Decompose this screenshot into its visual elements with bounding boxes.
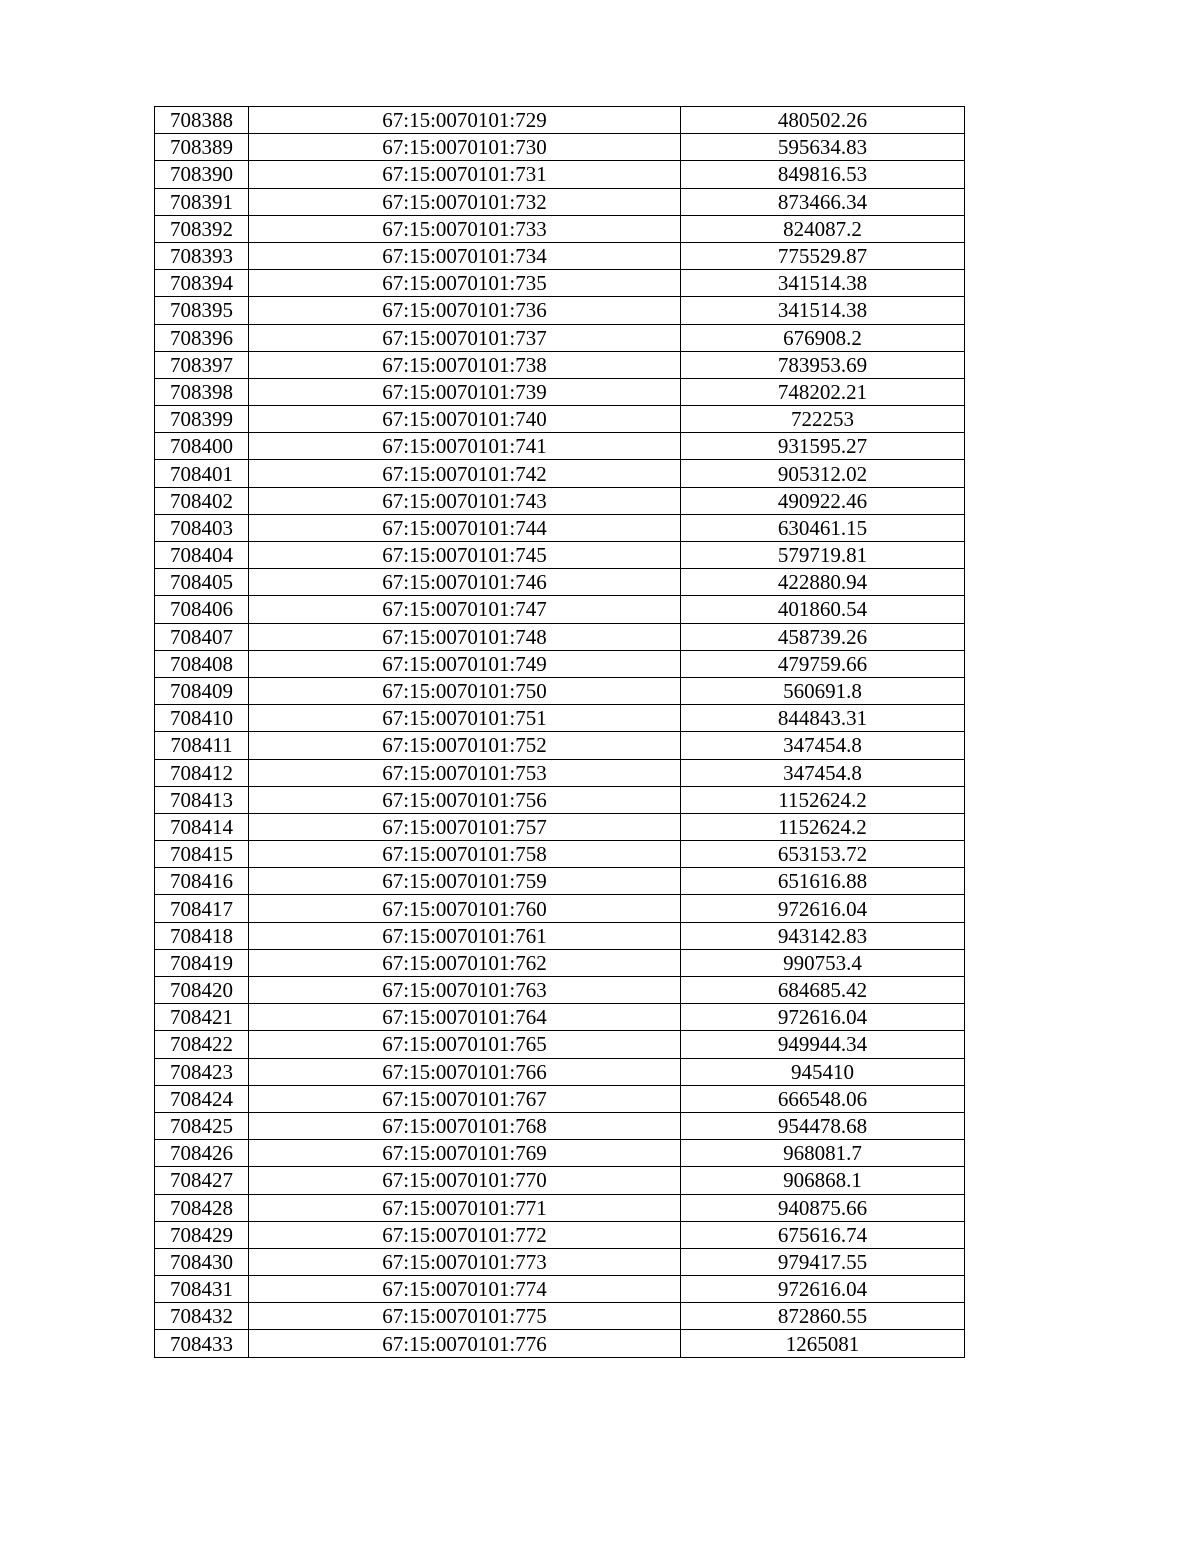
cadastral-number-cell: 67:15:0070101:748	[249, 623, 681, 650]
row-number-cell: 708414	[155, 813, 249, 840]
cadastral-number-cell: 67:15:0070101:738	[249, 351, 681, 378]
table-row	[155, 1085, 965, 1112]
value-cell: 943142.83	[681, 922, 965, 949]
table-row	[155, 487, 965, 514]
cadastral-number-cell: 67:15:0070101:747	[249, 596, 681, 623]
value-cell: 824087.2	[681, 215, 965, 242]
table-row	[155, 596, 965, 623]
cadastral-number-cell: 67:15:0070101:742	[249, 460, 681, 487]
row-number-cell: 708394	[155, 270, 249, 297]
value-cell: 968081.7	[681, 1140, 965, 1167]
value-cell: 775529.87	[681, 242, 965, 269]
value-cell: 1152624.2	[681, 786, 965, 813]
table-row	[155, 650, 965, 677]
cadastral-number-cell: 67:15:0070101:730	[249, 134, 681, 161]
cadastral-value-table	[154, 106, 965, 1358]
row-number-cell: 708419	[155, 949, 249, 976]
row-number-cell: 708421	[155, 1004, 249, 1031]
cadastral-number-cell: 67:15:0070101:746	[249, 569, 681, 596]
table-row	[155, 786, 965, 813]
value-cell: 906868.1	[681, 1167, 965, 1194]
table-row	[155, 813, 965, 840]
cadastral-number-cell: 67:15:0070101:735	[249, 270, 681, 297]
table-row	[155, 977, 965, 1004]
value-cell: 480502.26	[681, 107, 965, 134]
cadastral-number-cell: 67:15:0070101:733	[249, 215, 681, 242]
value-cell: 1265081	[681, 1330, 965, 1357]
value-cell: 722253	[681, 406, 965, 433]
value-cell: 954478.68	[681, 1112, 965, 1139]
cadastral-number-cell: 67:15:0070101:773	[249, 1248, 681, 1275]
value-cell: 1152624.2	[681, 813, 965, 840]
table-row	[155, 215, 965, 242]
cadastral-number-cell: 67:15:0070101:776	[249, 1330, 681, 1357]
table-row	[155, 1221, 965, 1248]
table-row	[155, 868, 965, 895]
cadastral-number-cell: 67:15:0070101:759	[249, 868, 681, 895]
cadastral-number-cell: 67:15:0070101:763	[249, 977, 681, 1004]
value-cell: 579719.81	[681, 542, 965, 569]
table-row	[155, 406, 965, 433]
value-cell: 972616.04	[681, 1276, 965, 1303]
value-cell: 341514.38	[681, 297, 965, 324]
value-cell: 676908.2	[681, 324, 965, 351]
cadastral-number-cell: 67:15:0070101:745	[249, 542, 681, 569]
row-number-cell: 708410	[155, 705, 249, 732]
row-number-cell: 708395	[155, 297, 249, 324]
row-number-cell: 708432	[155, 1303, 249, 1330]
table-row	[155, 460, 965, 487]
value-cell: 653153.72	[681, 841, 965, 868]
cadastral-number-cell: 67:15:0070101:775	[249, 1303, 681, 1330]
value-cell: 595634.83	[681, 134, 965, 161]
row-number-cell: 708418	[155, 922, 249, 949]
table-row	[155, 378, 965, 405]
cadastral-number-cell: 67:15:0070101:750	[249, 677, 681, 704]
value-cell: 873466.34	[681, 188, 965, 215]
cadastral-number-cell: 67:15:0070101:766	[249, 1058, 681, 1085]
value-cell: 684685.42	[681, 977, 965, 1004]
cadastral-number-cell: 67:15:0070101:758	[249, 841, 681, 868]
row-number-cell: 708424	[155, 1085, 249, 1112]
table-row	[155, 1276, 965, 1303]
row-number-cell: 708405	[155, 569, 249, 596]
table-row	[155, 1194, 965, 1221]
table-row	[155, 677, 965, 704]
row-number-cell: 708406	[155, 596, 249, 623]
table-row	[155, 732, 965, 759]
row-number-cell: 708417	[155, 895, 249, 922]
table-body	[155, 107, 965, 1358]
row-number-cell: 708415	[155, 841, 249, 868]
cadastral-number-cell: 67:15:0070101:734	[249, 242, 681, 269]
row-number-cell: 708411	[155, 732, 249, 759]
row-number-cell: 708401	[155, 460, 249, 487]
cadastral-number-cell: 67:15:0070101:752	[249, 732, 681, 759]
table-row	[155, 1248, 965, 1275]
row-number-cell: 708403	[155, 514, 249, 541]
cadastral-number-cell: 67:15:0070101:770	[249, 1167, 681, 1194]
value-cell: 341514.38	[681, 270, 965, 297]
cadastral-number-cell: 67:15:0070101:764	[249, 1004, 681, 1031]
table-row	[155, 134, 965, 161]
table-row	[155, 433, 965, 460]
table-row	[155, 895, 965, 922]
value-cell: 630461.15	[681, 514, 965, 541]
table-row	[155, 1303, 965, 1330]
cadastral-number-cell: 67:15:0070101:767	[249, 1085, 681, 1112]
table-row	[155, 242, 965, 269]
row-number-cell: 708391	[155, 188, 249, 215]
row-number-cell: 708392	[155, 215, 249, 242]
row-number-cell: 708423	[155, 1058, 249, 1085]
value-cell: 422880.94	[681, 569, 965, 596]
cadastral-number-cell: 67:15:0070101:769	[249, 1140, 681, 1167]
value-cell: 990753.4	[681, 949, 965, 976]
value-cell: 972616.04	[681, 895, 965, 922]
cadastral-number-cell: 67:15:0070101:737	[249, 324, 681, 351]
value-cell: 849816.53	[681, 161, 965, 188]
table-row	[155, 161, 965, 188]
cadastral-number-cell: 67:15:0070101:749	[249, 650, 681, 677]
row-number-cell: 708408	[155, 650, 249, 677]
row-number-cell: 708428	[155, 1194, 249, 1221]
row-number-cell: 708393	[155, 242, 249, 269]
row-number-cell: 708422	[155, 1031, 249, 1058]
value-cell: 401860.54	[681, 596, 965, 623]
cadastral-number-cell: 67:15:0070101:761	[249, 922, 681, 949]
table-row	[155, 1058, 965, 1085]
cadastral-number-cell: 67:15:0070101:744	[249, 514, 681, 541]
row-number-cell: 708416	[155, 868, 249, 895]
value-cell: 490922.46	[681, 487, 965, 514]
table-row	[155, 514, 965, 541]
row-number-cell: 708412	[155, 759, 249, 786]
row-number-cell: 708431	[155, 1276, 249, 1303]
table-row	[155, 705, 965, 732]
cadastral-number-cell: 67:15:0070101:739	[249, 378, 681, 405]
table-row	[155, 1031, 965, 1058]
cadastral-number-cell: 67:15:0070101:772	[249, 1221, 681, 1248]
row-number-cell: 708404	[155, 542, 249, 569]
value-cell: 651616.88	[681, 868, 965, 895]
table-row	[155, 1330, 965, 1357]
value-cell: 748202.21	[681, 378, 965, 405]
row-number-cell: 708413	[155, 786, 249, 813]
cadastral-number-cell: 67:15:0070101:751	[249, 705, 681, 732]
row-number-cell: 708389	[155, 134, 249, 161]
row-number-cell: 708430	[155, 1248, 249, 1275]
value-cell: 972616.04	[681, 1004, 965, 1031]
table-row	[155, 188, 965, 215]
cadastral-number-cell: 67:15:0070101:765	[249, 1031, 681, 1058]
row-number-cell: 708400	[155, 433, 249, 460]
value-cell: 979417.55	[681, 1248, 965, 1275]
table-row	[155, 297, 965, 324]
table-row	[155, 1004, 965, 1031]
value-cell: 905312.02	[681, 460, 965, 487]
table-row	[155, 107, 965, 134]
value-cell: 844843.31	[681, 705, 965, 732]
table-row	[155, 1140, 965, 1167]
table-row	[155, 324, 965, 351]
table-row	[155, 759, 965, 786]
table-row	[155, 569, 965, 596]
cadastral-number-cell: 67:15:0070101:762	[249, 949, 681, 976]
table-row	[155, 1112, 965, 1139]
cadastral-number-cell: 67:15:0070101:736	[249, 297, 681, 324]
cadastral-number-cell: 67:15:0070101:740	[249, 406, 681, 433]
row-number-cell: 708390	[155, 161, 249, 188]
value-cell: 783953.69	[681, 351, 965, 378]
table-row	[155, 922, 965, 949]
value-cell: 872860.55	[681, 1303, 965, 1330]
cadastral-number-cell: 67:15:0070101:753	[249, 759, 681, 786]
row-number-cell: 708429	[155, 1221, 249, 1248]
cadastral-number-cell: 67:15:0070101:743	[249, 487, 681, 514]
row-number-cell: 708407	[155, 623, 249, 650]
row-number-cell: 708399	[155, 406, 249, 433]
cadastral-number-cell: 67:15:0070101:768	[249, 1112, 681, 1139]
value-cell: 666548.06	[681, 1085, 965, 1112]
cadastral-number-cell: 67:15:0070101:760	[249, 895, 681, 922]
value-cell: 945410	[681, 1058, 965, 1085]
table-row	[155, 623, 965, 650]
row-number-cell: 708433	[155, 1330, 249, 1357]
cadastral-number-cell: 67:15:0070101:756	[249, 786, 681, 813]
row-number-cell: 708425	[155, 1112, 249, 1139]
row-number-cell: 708409	[155, 677, 249, 704]
cadastral-number-cell: 67:15:0070101:757	[249, 813, 681, 840]
value-cell: 675616.74	[681, 1221, 965, 1248]
table-row	[155, 1167, 965, 1194]
cadastral-number-cell: 67:15:0070101:729	[249, 107, 681, 134]
row-number-cell: 708396	[155, 324, 249, 351]
cadastral-number-cell: 67:15:0070101:771	[249, 1194, 681, 1221]
cadastral-number-cell: 67:15:0070101:774	[249, 1276, 681, 1303]
table-row	[155, 949, 965, 976]
value-cell: 347454.8	[681, 759, 965, 786]
row-number-cell: 708398	[155, 378, 249, 405]
row-number-cell: 708402	[155, 487, 249, 514]
row-number-cell: 708427	[155, 1167, 249, 1194]
table-row	[155, 841, 965, 868]
table-row	[155, 542, 965, 569]
value-cell: 931595.27	[681, 433, 965, 460]
row-number-cell: 708397	[155, 351, 249, 378]
cadastral-number-cell: 67:15:0070101:731	[249, 161, 681, 188]
value-cell: 560691.8	[681, 677, 965, 704]
value-cell: 458739.26	[681, 623, 965, 650]
row-number-cell: 708420	[155, 977, 249, 1004]
value-cell: 949944.34	[681, 1031, 965, 1058]
value-cell: 940875.66	[681, 1194, 965, 1221]
value-cell: 479759.66	[681, 650, 965, 677]
cadastral-number-cell: 67:15:0070101:732	[249, 188, 681, 215]
row-number-cell: 708388	[155, 107, 249, 134]
table-row	[155, 270, 965, 297]
cadastral-number-cell: 67:15:0070101:741	[249, 433, 681, 460]
table-row	[155, 351, 965, 378]
row-number-cell: 708426	[155, 1140, 249, 1167]
value-cell: 347454.8	[681, 732, 965, 759]
